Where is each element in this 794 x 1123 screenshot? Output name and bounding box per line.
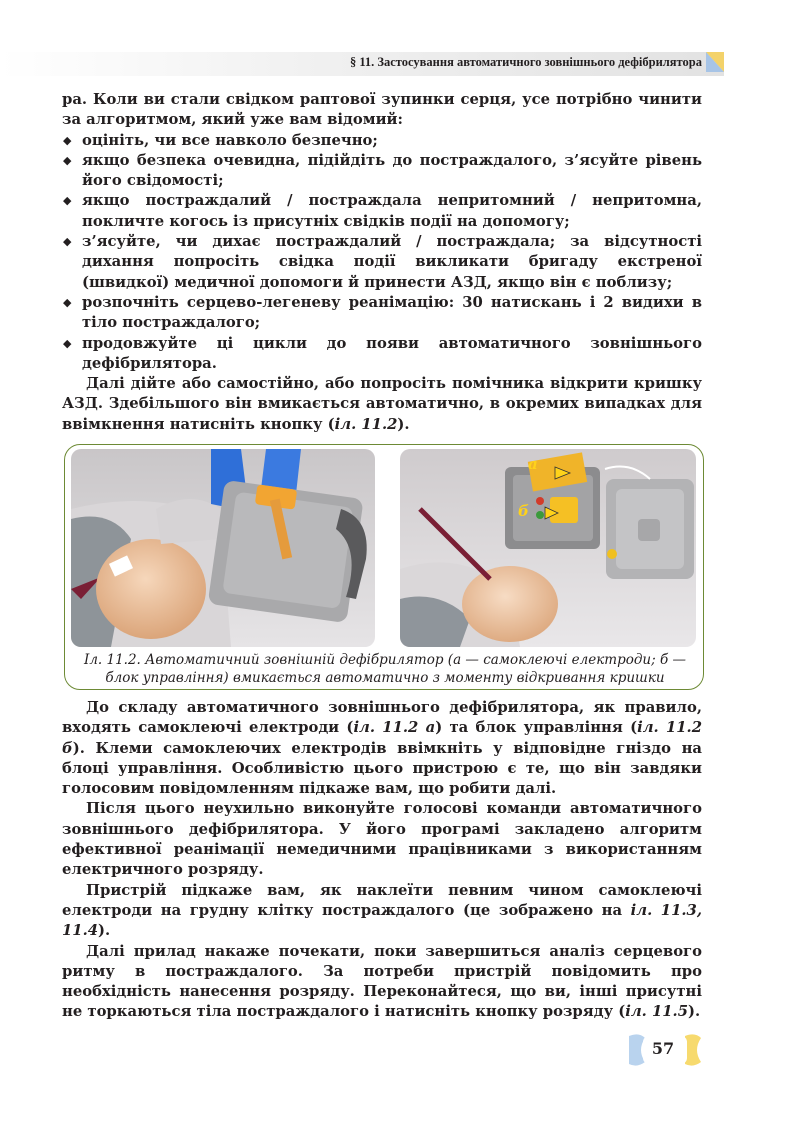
list-item: ◆ продовжуйте ці цикли до появи автоматичного зовнішнього дефібрилятора. (63, 334, 702, 372)
photo-open-defibrillator (400, 449, 696, 647)
list-item: ◆ якщо безпека очевидна, підійдіть до постраждалого, з’ясуйте рівень його свідомості; (63, 151, 702, 190)
list-item: ◆ з’ясуйте, чи дихає постраждалий / постраждала; за відсутності дихання попросіть свідка події викликати бригаду екстреної (швидкої) медичної допомоги й принести АЗД, якщо він є поблизу; (63, 233, 702, 291)
intro-lead: ра. Коли ви стали свідком раптової зупинки серця, усе потрібно чинити за алгоритмом, який уже вам відомий: (62, 91, 702, 129)
bullet-diamond-icon: ◆ (63, 153, 72, 167)
body-paragraph: Після цього неухильно виконуйте голосові команди автоматичного зовнішнього дефібрилятора. У його програмі закладено алгоритм ефективної реанімації немедичними працівниками з використанням електричного розряду. (62, 800, 702, 879)
algorithm-list (62, 131, 702, 375)
label-b-marker: б (518, 502, 529, 520)
body-text (62, 698, 702, 1023)
figure-reference: іл. 11.5 (625, 1003, 688, 1021)
bullet-diamond-icon: ◆ (63, 133, 72, 147)
photo-closed-defibrillator (71, 449, 375, 647)
figure-reference: іл. 11.2 б (62, 719, 702, 757)
figure-reference: іл. 11.3, 11.4 (62, 901, 703, 940)
bullet-diamond-icon: ◆ (63, 295, 72, 309)
bullet-diamond-icon: ◆ (63, 235, 72, 249)
body-paragraph: Далі прилад накаже почекати, поки завершиться аналіз серцевого ритму в постраждалого. За потреби пристрій повідомить про необхідність нанесення розряду. Переконайтеся, що ви, інші присутні не торкаються тіла постраждалого і натисніть кнопку розряду (іл. 11.5). (62, 942, 702, 1021)
body-paragraph: До складу автоматичного зовнішнього дефібрилятора, як правило, входять самоклеючі електроди (іл. 11.2 а) та блок управління (іл. 11.2 б). Клеми самоклеючих електродів ввімкніть у відповідне гніздо на блоці управління. Особливістю цього пристрою є те, що він завдяки голосовим повідомленням підкаже вам, що робити далі. (62, 699, 702, 798)
running-header-title: § 11. Застосування автоматичного зовнішнього дефібрилятора (349, 55, 702, 69)
intro-text (62, 90, 702, 435)
intro-paragraph: Далі дійте або самостійно, або попросіть помічника відкрити кришку АЗД. Здебільшого він вмикається автоматично, в окремих випадках для ввімкнення натисніть кнопку (іл. 11.2). (62, 375, 702, 433)
bullet-diamond-icon: ◆ (63, 336, 72, 350)
list-item: ◆ оцініть, чи все навколо безпечно; (62, 131, 702, 151)
header-corner-decoration (706, 52, 724, 72)
list-item: ◆ якщо постраждалий / постраждала непритомний / непритомна, покличте когось із присутніх свідків події на допомогу; (63, 192, 702, 230)
figure-caption: Іл. 11.2. Автоматичний зовнішній дефібрилятор (а — самоклеючі електроди; б — блок управління) вмикається автоматично з моменту відкривання кришки (83, 652, 686, 686)
body-paragraph: Пристрій підкаже вам, як наклеїти певним чином самоклеючі електроди на грудну клітку постраждалого (це зображено на іл. 11.3, 11.4). (62, 881, 703, 940)
bullet-diamond-icon: ◆ (63, 194, 72, 208)
list-item: ◆ розпочніть серцево-легеневу реанімацію: 30 натискань і 2 видихи в тіло постраждалого; (63, 293, 702, 332)
figure-reference: іл. 11.2 (334, 415, 398, 433)
figure-reference: іл. 11.2 а (353, 719, 436, 737)
label-a-marker: а (528, 455, 538, 473)
page-number: 57 (651, 1039, 675, 1058)
